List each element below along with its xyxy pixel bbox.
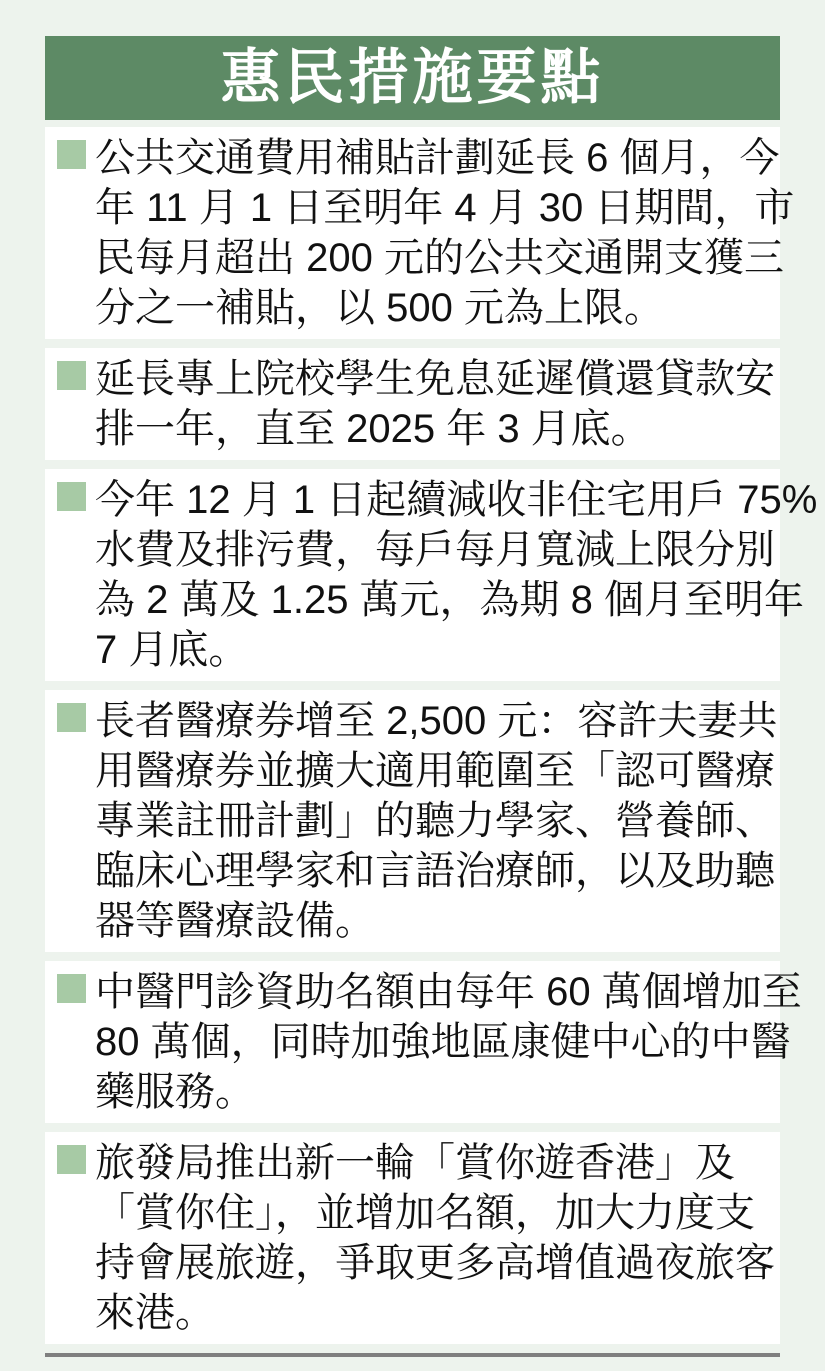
bullet-square-icon [57, 482, 86, 511]
measure-item [45, 469, 818, 681]
measure-line [57, 967, 802, 1017]
measure-line-text: 專業註冊計劃」的聽力學家、營養師、 [95, 799, 775, 843]
measure-line-text: 器等醫療設備。 [95, 899, 375, 943]
measure-line-text: 來港。 [95, 1291, 215, 1335]
measure-line [57, 283, 776, 333]
measure-line-text: 為 2 萬及 1.25 萬元，為期 8 個月至明年 [95, 578, 805, 622]
content-column [45, 36, 818, 1357]
measure-line-text: 公共交通費用補貼計劃延長 6 個月，今 [95, 136, 780, 180]
bullet-square-icon [57, 1145, 86, 1174]
measure-line [57, 133, 780, 183]
measure-line-text: 年 11 月 1 日至明年 4 月 30 日期間，市 [95, 186, 795, 230]
measures-list [45, 127, 818, 1344]
measure-item [45, 690, 780, 952]
measure-line-text: 延長專上院校學生免息延遲償還貸款安 [95, 357, 775, 401]
bullet-square-icon [57, 703, 86, 732]
measure-line-text: 旅發局推出新一輪「賞你遊香港」及 [95, 1141, 735, 1185]
bullet-square-icon [57, 974, 86, 1003]
measure-item [45, 127, 795, 339]
measure-item [45, 348, 780, 460]
measure-line-text: 7 月底。 [95, 628, 249, 672]
measure-line [57, 1288, 776, 1338]
measure-line [57, 475, 818, 525]
measure-line [57, 183, 795, 233]
measure-line [57, 1067, 776, 1117]
measure-line [57, 1238, 776, 1288]
measure-line [57, 846, 776, 896]
measure-line-text: 持會展旅遊，爭取更多高增值過夜旅客 [95, 1241, 775, 1285]
measure-line [57, 696, 776, 746]
measure-line [57, 625, 776, 675]
bullet-square-icon [57, 140, 86, 169]
measure-line-text: 「賞你住」，並增加名額，加大力度支 [95, 1191, 755, 1235]
bullet-square-icon [57, 361, 86, 390]
measure-item [45, 961, 802, 1123]
measure-line [57, 525, 776, 575]
measure-item [45, 1132, 780, 1344]
measure-line [57, 1017, 791, 1067]
measure-line-text: 分之一補貼，以 500 元為上限。 [95, 286, 664, 330]
measure-line [57, 354, 776, 404]
measure-line-text: 臨床心理學家和言語治療師，以及助聽 [95, 849, 775, 893]
measure-line-text: 藥服務。 [95, 1070, 255, 1114]
measure-line [57, 746, 776, 796]
measure-line [57, 233, 784, 283]
measure-line-text: 80 萬個，同時加強地區康健中心的中醫 [95, 1020, 791, 1064]
measure-line [57, 1138, 776, 1188]
measure-line-text: 長者醫療券增至 2,500 元：容許夫妻共 [95, 699, 778, 743]
measure-line [57, 896, 776, 946]
measure-line-text: 今年 12 月 1 日起續減收非住宅用戶 75% [95, 478, 818, 522]
page-title: 惠民措施要點 [45, 36, 780, 120]
measure-line-text: 用醫療券並擴大適用範圍至「認可醫療 [95, 749, 775, 793]
measure-line [57, 1188, 776, 1238]
measure-line-text: 水費及排污費，每戶每月寬減上限分別 [95, 528, 775, 572]
measure-line-text: 民每月超出 200 元的公共交通開支獲三 [95, 236, 784, 280]
measure-line-text: 中醫門診資助名額由每年 60 萬個增加至 [95, 970, 802, 1014]
measure-line [57, 575, 805, 625]
bottom-divider [45, 1353, 780, 1357]
measure-line [57, 796, 776, 846]
measure-line [57, 404, 776, 454]
measure-line-text: 排一年，直至 2025 年 3 月底。 [95, 407, 651, 451]
